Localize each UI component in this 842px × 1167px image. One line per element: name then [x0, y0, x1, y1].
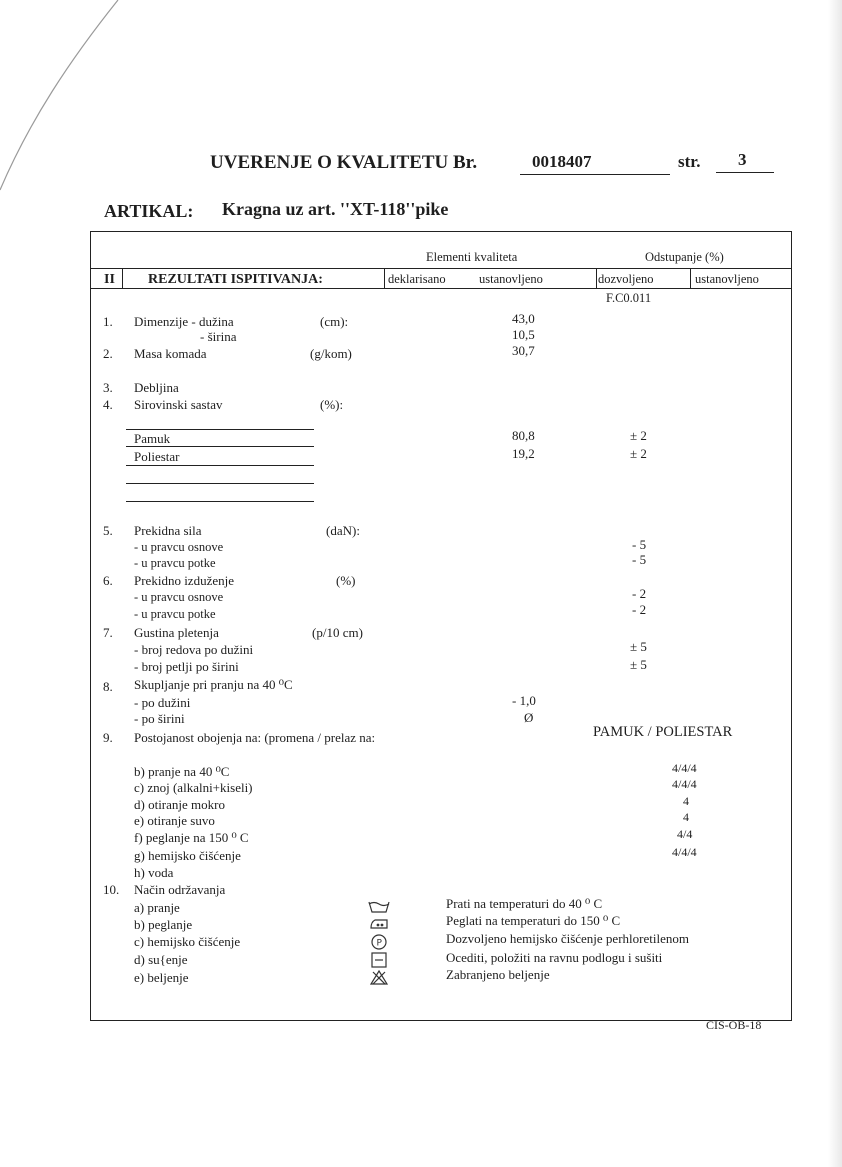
shrinkage-value: Ø: [524, 710, 534, 725]
fastness-item: c) znoj (alkalni+kiseli): [134, 780, 253, 795]
row-label: Skupljanje pri pranju na 40 ⁰C: [134, 677, 293, 692]
fastness-value: 4/4/4: [672, 845, 697, 859]
row-sublabel: - širina: [200, 329, 237, 344]
tolerance-value: ± 5: [630, 639, 647, 654]
row-sublabel: - u pravcu potke: [134, 607, 216, 621]
tolerance-value: ± 5: [630, 657, 647, 672]
row-number: 3.: [103, 380, 113, 395]
row-label: Dimenzije - dužina: [134, 314, 234, 329]
row-sublabel: - po širini: [134, 711, 185, 726]
fastness-item: d) otiranje mokro: [134, 797, 225, 812]
article-label: ARTIKAL:: [104, 201, 194, 221]
fiber-name: Poliestar: [134, 449, 180, 464]
section-title: REZULTATI ISPITIVANJA:: [148, 272, 323, 287]
row-sublabel: - broj petlji po širini: [134, 659, 239, 674]
row-unit: (daN):: [326, 523, 360, 538]
fiber-value: 80,8: [512, 428, 535, 443]
tolerance-value: - 5: [632, 552, 647, 567]
row-sublabel: - u pravcu potke: [134, 556, 216, 570]
care-instruction: Peglati na temperaturi do 150 ⁰ C: [446, 913, 621, 928]
care-item: c) hemijsko čišćenje: [134, 934, 241, 949]
row-label: Debljina: [134, 380, 179, 395]
row-sublabel: - po dužini: [134, 695, 191, 710]
row-sublabel: - u pravcu osnove: [134, 540, 224, 554]
header-established: ustanovljeno: [479, 272, 543, 286]
document-title: UVERENJE O KVALITETU Br.: [210, 152, 478, 173]
care-instruction: Ocediti, položiti na ravnu podlogu i sušiti: [446, 950, 663, 965]
standard-code: F.C0.011: [606, 291, 652, 305]
section-number: II: [104, 272, 115, 287]
fiber-value: 19,2: [512, 446, 535, 461]
care-instruction: Prati na temperaturi do 40 ⁰ C: [446, 896, 603, 911]
header-declared: deklarisano: [388, 272, 446, 286]
article-value: Kragna uz art. ''XT-118''pike: [222, 199, 449, 219]
page-label: str.: [678, 152, 701, 171]
header-elements: Elementi kvaliteta: [426, 250, 518, 264]
fibers-header: PAMUK / POLIESTAR: [593, 724, 733, 740]
tolerance-value: - 2: [632, 586, 647, 601]
row-number: 8.: [103, 679, 113, 694]
row-number: 6.: [103, 573, 113, 588]
fastness-value: 4/4: [677, 827, 693, 841]
row-label: Prekidno izduženje: [134, 573, 234, 588]
care-item: d) su{enje: [134, 952, 188, 967]
row-unit: (%): [336, 573, 356, 588]
row-number: 1.: [103, 314, 113, 329]
header-deviation: Odstupanje (%): [645, 250, 724, 264]
care-item: e) beljenje: [134, 970, 189, 985]
row-label: Gustina pletenja: [134, 625, 219, 640]
fastness-item: e) otiranje suvo: [134, 813, 215, 828]
row-sublabel: - u pravcu osnove: [134, 590, 224, 604]
value-width: 10,5: [512, 327, 535, 342]
care-instruction: Zabranjeno beljenje: [446, 967, 550, 982]
fastness-value: 4/4/4: [672, 761, 697, 775]
care-instruction: Dozvoljeno hemijsko čišćenje perhloretilenom: [446, 931, 689, 946]
row-unit: (cm):: [320, 314, 349, 329]
header-allowed: dozvoljeno: [598, 272, 654, 286]
care-symbols-icon: [366, 898, 392, 986]
fastness-value: 4: [683, 810, 689, 824]
page-number: 3: [738, 150, 747, 169]
fastness-item: g) hemijsko čišćenje: [134, 848, 241, 863]
row-unit: (g/kom): [310, 346, 352, 361]
row-number: 7.: [103, 625, 113, 640]
row-unit: (%):: [320, 397, 344, 412]
value-length: 43,0: [512, 311, 535, 326]
care-item: a) pranje: [134, 900, 180, 915]
shrinkage-value: - 1,0: [512, 693, 536, 708]
fastness-item: h) voda: [134, 865, 174, 880]
header-established-2: ustanovljeno: [695, 272, 759, 286]
row-label: Sirovinski sastav: [134, 397, 223, 412]
value-mass: 30,7: [512, 343, 535, 358]
fiber-name: Pamuk: [134, 431, 171, 446]
care-item: b) peglanje: [134, 917, 193, 932]
fastness-value: 4/4/4: [672, 777, 697, 791]
certificate-number: 0018407: [532, 152, 592, 171]
tolerance-value: - 2: [632, 602, 647, 617]
row-number: 9.: [103, 730, 113, 745]
row-number: 4.: [103, 397, 113, 412]
fastness-item: b) pranje na 40 ⁰C: [134, 764, 230, 779]
row-number: 5.: [103, 523, 113, 538]
row-label: Prekidna sila: [134, 523, 202, 538]
form-code: CIS-OB-18: [706, 1018, 762, 1032]
fastness-value: 4: [683, 794, 689, 808]
scan-edge-shadow: [828, 0, 842, 1167]
tolerance-value: - 5: [632, 537, 647, 552]
svg-text:P: P: [376, 938, 382, 949]
row-unit: (p/10 cm): [312, 625, 363, 640]
row-sublabel: - broj redova po dužini: [134, 642, 254, 657]
row-label: Postojanost obojenja na: (promena / prelaz na:: [134, 730, 376, 745]
fiber-tolerance: ± 2: [630, 428, 647, 443]
scan-corner-fold: [0, 0, 120, 200]
row-label: Način održavanja: [134, 882, 226, 897]
fastness-item: f) peglanje na 150 ⁰ C: [134, 830, 249, 845]
row-number: 2.: [103, 346, 113, 361]
row-number: 10.: [103, 882, 120, 897]
row-label: Masa komada: [134, 346, 207, 361]
fiber-tolerance: ± 2: [630, 446, 647, 461]
